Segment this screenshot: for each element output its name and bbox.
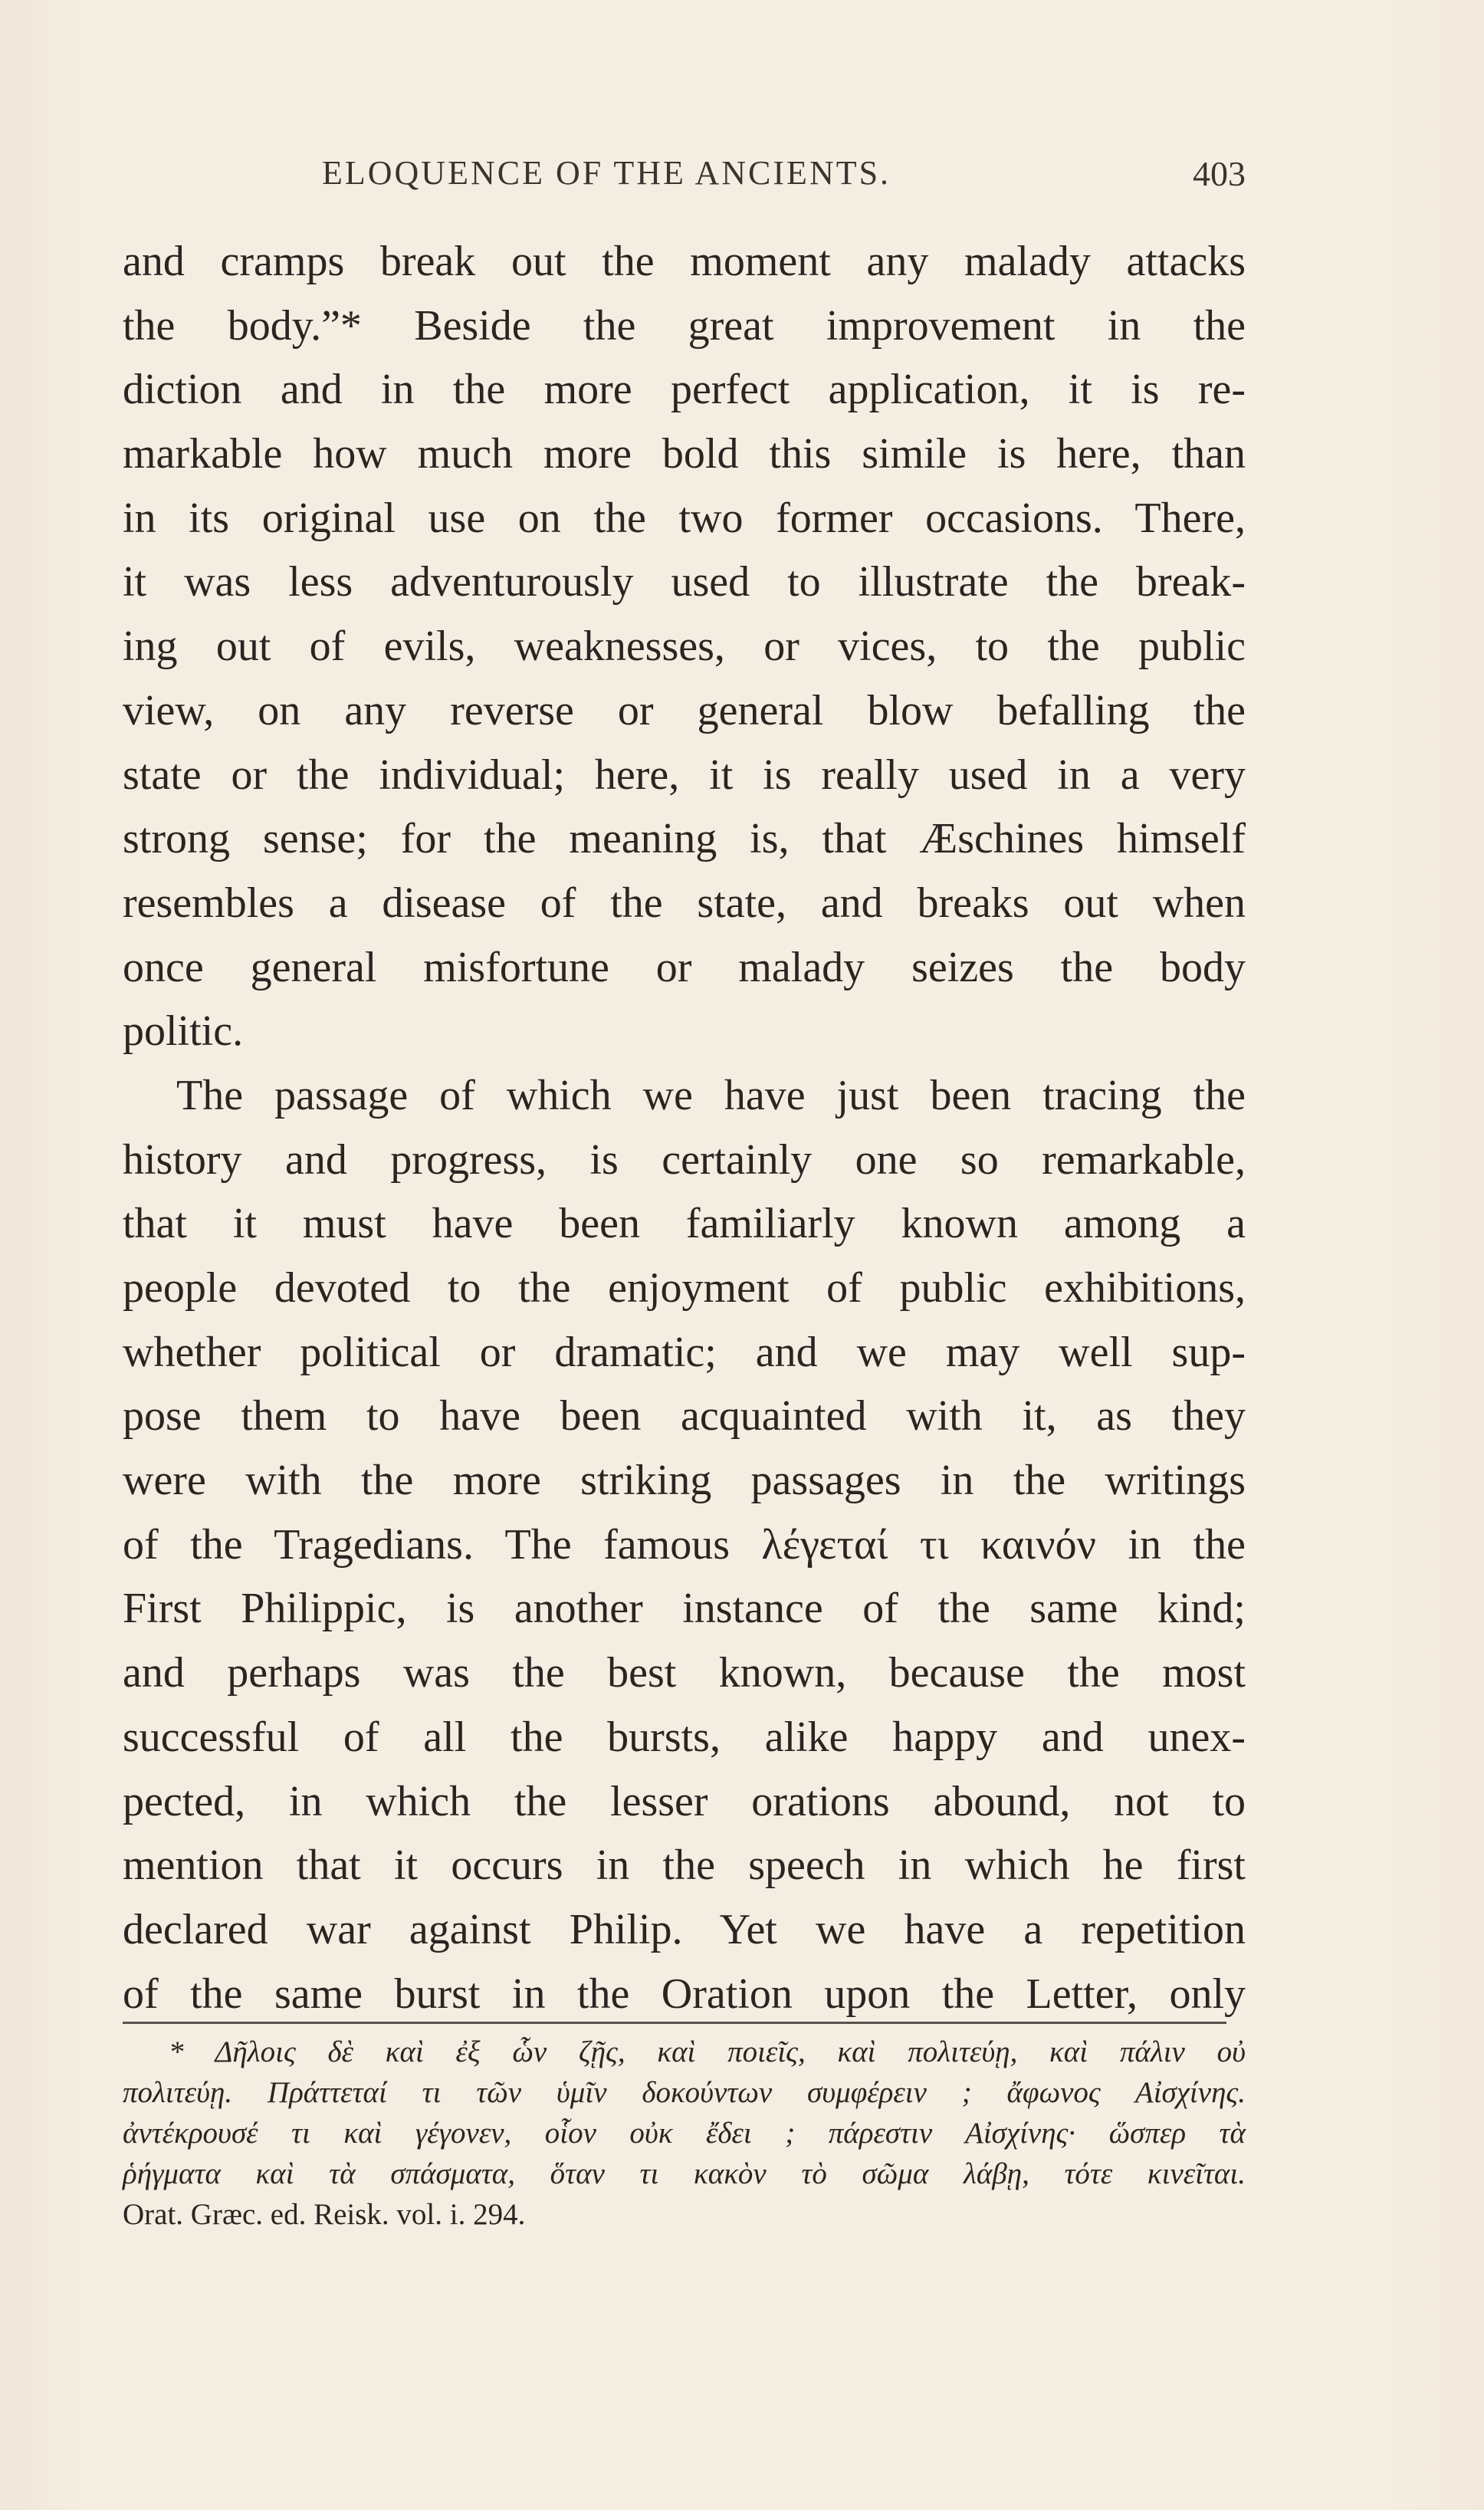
text-line: declared war against Philip. Yet we have a repetition — [123, 1905, 1246, 1953]
text-line: it was less adventurously used to illustrate the break- — [123, 558, 1246, 606]
footnote-divider — [123, 2022, 1226, 2024]
text-line: in its original use on the two former occasions. There, — [123, 494, 1246, 542]
text-line: politic. — [123, 1007, 244, 1056]
footnote — [123, 2032, 1246, 2235]
text-line: view, on any reverse or general blow befalling the — [123, 686, 1246, 734]
text-line: strong sense; for the meaning is, that Æschines himself — [123, 815, 1246, 863]
text-line: were with the more striking passages in the writings — [123, 1457, 1246, 1505]
text-line: of the Tragedians. The famous λέγεταί τι καινόν in the — [123, 1520, 1246, 1569]
text-line: the body.”* Beside the great improvement in the — [123, 301, 1246, 350]
text-line: people devoted to the enjoyment of public exhibitions, — [123, 1264, 1246, 1312]
text-line: The passage of which we have just been tracing the — [176, 1071, 1246, 1119]
text-line: First Philippic, is another instance of the same kind; — [123, 1585, 1246, 1633]
body-text — [123, 230, 1246, 2026]
page-header — [123, 153, 1246, 207]
running-head: ELOQUENCE OF THE ANCIENTS. — [322, 154, 891, 192]
text-line: ing out of evils, weaknesses, or vices, to the public — [123, 623, 1246, 671]
text-line: pose them to have been acquainted with it, as they — [123, 1392, 1246, 1441]
page-number: 403 — [1193, 154, 1246, 193]
text-line: of the same burst in the Oration upon the Letter, only — [123, 1970, 1246, 2018]
footnote-line: ῥήγματα καὶ τὰ σπάσματα, ὅταν τι κακὸν τὸ σῶμα λάβῃ, τότε κινεῖται. — [123, 2157, 1246, 2190]
text-line: whether political or dramatic; and we may well sup- — [123, 1328, 1246, 1376]
text-line: that it must have been familiarly known among a — [123, 1200, 1246, 1248]
footnote-line: πολιτεύῃ. Πράττεταί τι τῶν ὑμῖν δοκούντων συμφέρειν ; ἄφωνος Αἰσχίνης. — [123, 2076, 1246, 2109]
text-line: history and progress, is certainly one so remarkable, — [123, 1135, 1246, 1184]
footnote-line: ἀντέκρουσέ τι καὶ γέγονεν, οἷον οὐκ ἔδει ; πάρεστιν Αἰσχίνης· ὥσπερ τὰ — [123, 2117, 1246, 2150]
text-line: markable how much more bold this simile is here, than — [123, 430, 1246, 478]
text-line: and cramps break out the moment any malady attacks — [123, 238, 1246, 285]
footnote-citation: Orat. Græc. ed. Reisk. vol. i. 294. — [123, 2198, 526, 2231]
text-line: pected, in which the lesser orations abound, not to — [123, 1777, 1246, 1825]
text-line: resembles a disease of the state, and breaks out when — [123, 879, 1246, 927]
text-line: state or the individual; here, it is really used in a very — [123, 751, 1246, 799]
text-line: diction and in the more perfect application, it is re- — [123, 366, 1246, 414]
text-line: and perhaps was the best known, because the most — [123, 1649, 1246, 1697]
footnote-line: * Δῆλοις δὲ καὶ ἐξ ὧν ζῇς, καὶ ποιεῖς, καὶ πολιτεύῃ, καὶ πάλιν οὐ — [169, 2035, 1246, 2068]
text-line: once general misfortune or malady seizes the body — [123, 943, 1246, 991]
text-line: mention that it occurs in the speech in which he first — [123, 1841, 1246, 1890]
text-line: successful of all the bursts, alike happy and unex- — [123, 1713, 1246, 1761]
